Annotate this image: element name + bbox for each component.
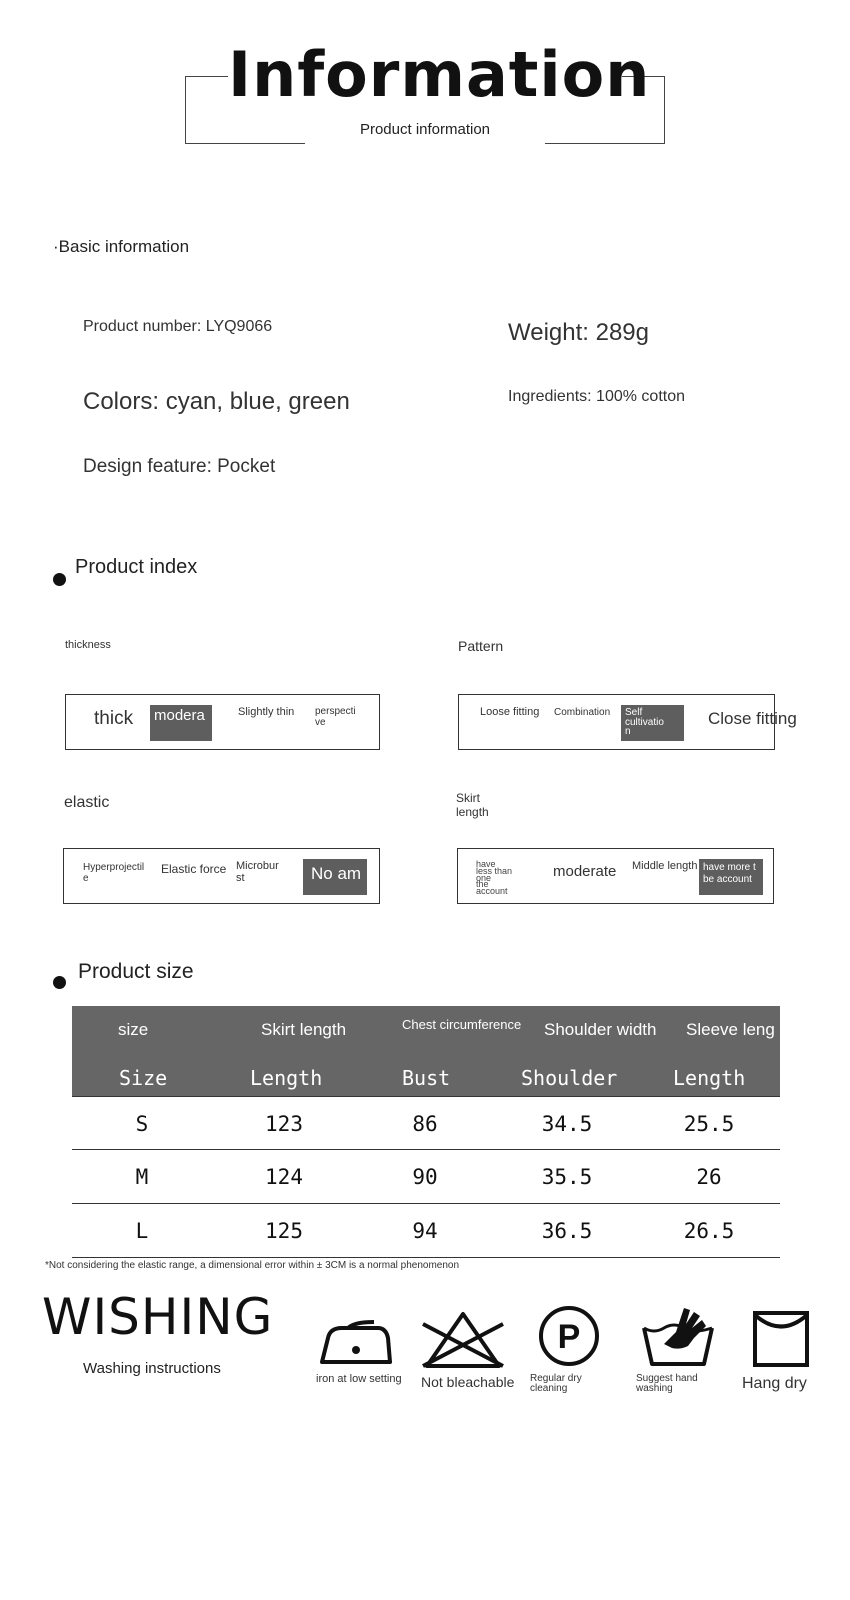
skirt-length-option-middle: Middle length — [632, 860, 698, 872]
cell-shoulder: 35.5 — [541, 1165, 593, 1189]
header-sleeve-length-en: Length — [673, 1066, 746, 1090]
hang-dry-icon — [752, 1310, 810, 1368]
cell-bust: 90 — [412, 1165, 438, 1189]
skirt-length-option-less: have less than one the account — [476, 859, 513, 896]
pattern-option-self-cultivation-selected: Self cultivatio n — [621, 705, 684, 741]
product-weight: Weight: 289g — [508, 319, 649, 346]
product-design-feature: Design feature: Pocket — [83, 456, 276, 477]
pattern-option-combination: Combination — [554, 707, 611, 718]
cell-size: M — [135, 1165, 149, 1189]
bullet-icon — [53, 976, 66, 989]
pattern-option-loose: Loose fitting — [480, 706, 540, 718]
cell-size: L — [135, 1219, 149, 1243]
thickness-option-thick: thick — [94, 708, 134, 729]
page-title: Information — [228, 38, 651, 111]
elastic-option-hyperprojectile: Hyperprojectil e — [83, 862, 145, 884]
header-size: size — [118, 1020, 149, 1039]
product-ingredients: Ingredients: 100% cotton — [508, 388, 686, 405]
header-chest-circumference: Chest circumference — [402, 1017, 522, 1032]
hang-dry-label: Hang dry — [742, 1375, 807, 1392]
cell-size: S — [135, 1112, 149, 1136]
skirt-length-scale — [457, 848, 774, 904]
thickness-option-moderate-selected: modera — [150, 705, 212, 741]
table-row — [72, 1150, 780, 1204]
thickness-option-slightly-thin: Slightly thin — [238, 706, 295, 718]
product-size-heading: Product size — [78, 960, 194, 983]
thickness-scale — [65, 694, 380, 750]
skirt-length-option-more-selected: have more t be account — [699, 859, 763, 895]
elastic-scale — [63, 848, 380, 904]
iron-label: iron at low setting — [316, 1373, 402, 1385]
cell-sleeve: 26 — [696, 1165, 722, 1189]
elastic-option-elastic-force: Elastic force — [161, 862, 227, 876]
table-row — [72, 1096, 780, 1150]
cell-length: 125 — [265, 1219, 303, 1243]
header-shoulder-width: Shoulder width — [544, 1020, 657, 1039]
cell-sleeve: 25.5 — [683, 1112, 735, 1136]
bullet-icon — [53, 573, 66, 586]
size-tolerance-note: *Not considering the elastic range, a dimensional error within ± 3CM is a normal phenomenon — [45, 1260, 460, 1271]
product-index-heading: Product index — [75, 556, 198, 578]
elastic-label: elastic — [64, 794, 110, 811]
washing-subtitle: Washing instructions — [83, 1360, 221, 1377]
header-skirt-length: Skirt length — [261, 1020, 347, 1039]
skirt-length-option-moderate: moderate — [553, 863, 617, 880]
dry-clean-icon — [537, 1304, 601, 1368]
cell-sleeve: 26.5 — [683, 1219, 735, 1243]
product-colors: Colors: cyan, blue, green — [83, 388, 350, 415]
elastic-option-microburst: Microbur st — [236, 860, 279, 884]
header-length-en: Length — [250, 1066, 323, 1090]
cell-bust: 94 — [412, 1219, 438, 1243]
header-size-en: Size — [119, 1066, 168, 1090]
iron-low-icon — [318, 1318, 394, 1368]
cell-shoulder: 34.5 — [541, 1112, 593, 1136]
dry-clean-label: Regular dry cleaning — [530, 1373, 582, 1394]
no-bleach-label: Not bleachable — [421, 1374, 515, 1390]
skirt-length-label: Skirt length — [456, 791, 489, 820]
thickness-label: thickness — [65, 639, 111, 651]
cell-shoulder: 36.5 — [541, 1219, 593, 1243]
cell-length: 123 — [265, 1112, 303, 1136]
hand-wash-label: Suggest hand washing — [636, 1373, 698, 1394]
product-number: Product number: LYQ9066 — [83, 318, 273, 335]
cell-bust: 86 — [412, 1112, 438, 1136]
basic-info-heading: ·Basic information — [53, 237, 190, 256]
pattern-option-close-fitting: Close fitting — [708, 709, 797, 728]
size-table-header — [72, 1006, 780, 1096]
page-subtitle: Product information — [359, 121, 491, 138]
elastic-option-no-ambiguity-selected: No am — [303, 859, 367, 895]
pattern-label: Pattern — [458, 638, 504, 654]
hand-wash-icon — [640, 1304, 716, 1368]
thickness-option-perspective: perspecti ve — [315, 706, 356, 728]
no-bleach-icon — [419, 1310, 507, 1372]
header-shoulder-en: Shoulder — [521, 1066, 618, 1090]
washing-title: WISHING — [42, 1288, 274, 1346]
table-row — [72, 1204, 780, 1258]
header-sleeve-length: Sleeve leng — [686, 1020, 775, 1039]
header-bust-en: Bust — [402, 1066, 451, 1090]
dry-clean-symbol: P — [557, 1318, 581, 1356]
cell-length: 124 — [265, 1165, 303, 1189]
